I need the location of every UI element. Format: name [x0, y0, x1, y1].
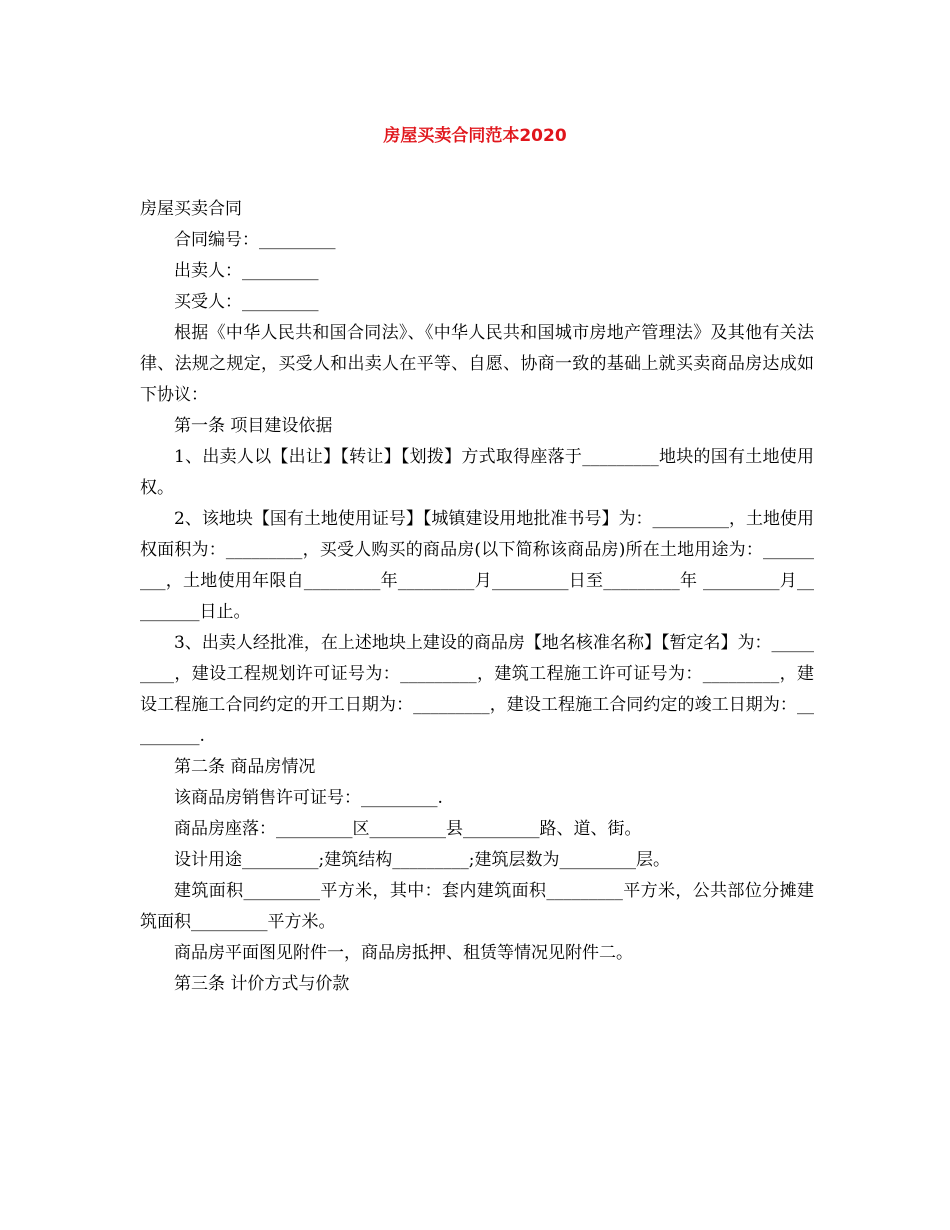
article-1-clause-2: 2、该地块【国有土地使用证号】【城镇建设用地批准书号】为：_________，土地使用权面积为：_________，买受人购买的商品房(以下简称该商品房)所在土地用途为：_________，土地使用年限自_________年_________月_________日至_________年 _________月_________日止。: [140, 509, 814, 622]
document-body: [140, 194, 814, 1000]
buyer-line: 买受人：_________: [174, 292, 319, 312]
article-3-heading: 第三条 计价方式与价款: [174, 974, 350, 994]
design-use-line: 设计用途_________;建筑结构_________;建筑层数为_________层。: [174, 850, 670, 870]
floor-area-line: 建筑面积_________平方米，其中：套内建筑面积_________平方米，公共部位分摊建筑面积_________平方米。: [140, 881, 814, 932]
article-2-heading: 第二条 商品房情况: [174, 757, 316, 777]
article-1-heading: 第一条 项目建设依据: [174, 416, 333, 436]
property-location-line: 商品房座落：_________区_________县_________路、道、街。: [174, 819, 642, 839]
article-1-clause-3: 3、出卖人经批准，在上述地块上建设的商品房【地名核准名称】【暂定名】为：_________，建设工程规划许可证号为：_________，建筑工程施工许可证号为：_________，建设工程施工合同约定的开工日期为：_________，建设工程施工合同约定的竣工日期为：_________.: [140, 633, 814, 746]
attachments-line: 商品房平面图见附件一，商品房抵押、租赁等情况见附件二。: [174, 943, 633, 963]
contract-number-line: 合同编号：_________: [174, 230, 336, 250]
contract-heading: 房屋买卖合同: [140, 199, 242, 219]
document-title: 房屋买卖合同范本2020: [383, 126, 567, 146]
preamble-paragraph: 根据《中华人民共和国合同法》、《中华人民共和国城市房地产管理法》及其他有关法律、法规之规定，买受人和出卖人在平等、自愿、协商一致的基础上就买卖商品房达成如下协议：: [140, 323, 814, 405]
article-1-clause-1: 1、出卖人以【出让】【转让】【划拨】方式取得座落于_________地块的国有土地使用权。: [140, 447, 814, 498]
sales-permit-line: 该商品房销售许可证号：_________.: [174, 788, 443, 808]
seller-line: 出卖人：_________: [174, 261, 319, 281]
